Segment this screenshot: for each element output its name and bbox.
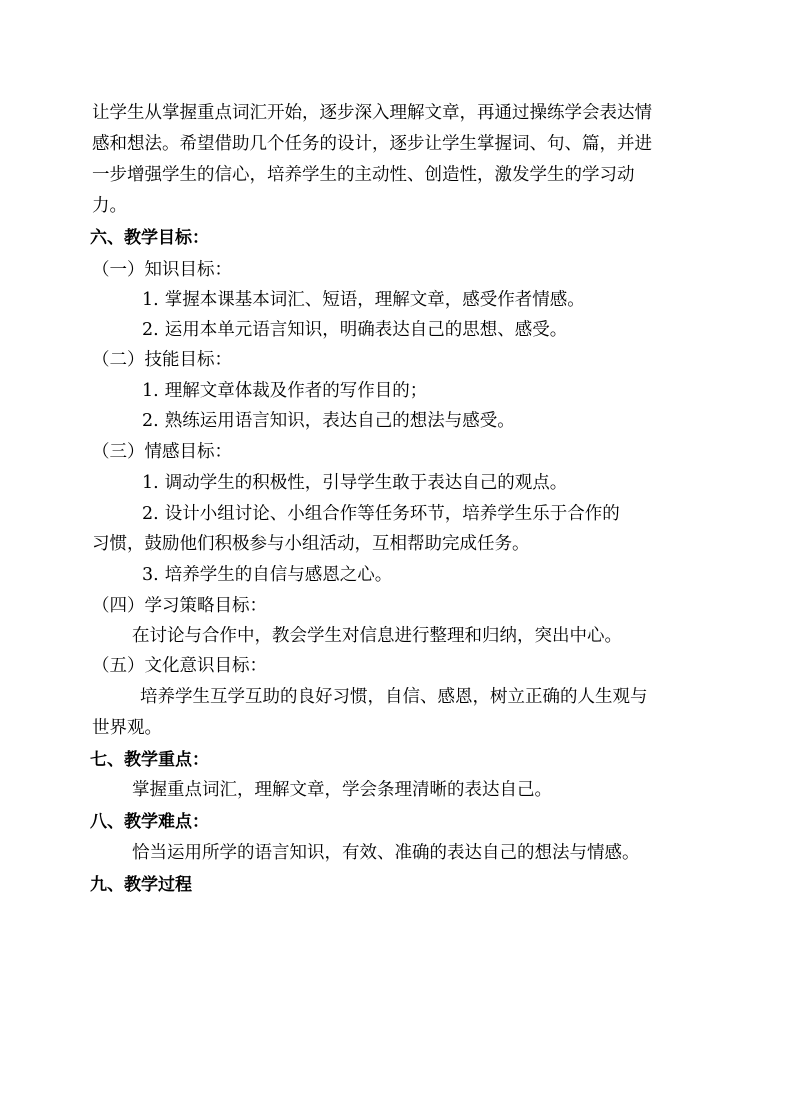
item-text: 设计小组讨论、小组合作等任务环节，培养学生乐于合作的 [164, 504, 620, 524]
item-number: 3. [142, 565, 159, 585]
item-number: 2. [142, 320, 159, 340]
item-text: 运用本单元语言知识，明确表达自己的思想、感受。 [164, 320, 568, 340]
item-number: 2. [142, 504, 159, 524]
intro-line-2: 感和想法。希望借助几个任务的设计，逐步让学生掌握词、句、篇，并进 [92, 134, 652, 154]
item-text: 理解文章体裁及作者的写作目的； [164, 381, 428, 401]
item-text: 掌握本课基本词汇、短语，理解文章，感受作者情感。 [164, 290, 585, 310]
item-number: 1. [142, 290, 159, 310]
skill-goal-item-2 [142, 406, 790, 436]
section-7-text: 掌握重点词汇，理解文章，学会条理清晰的表达自己。 [132, 780, 552, 800]
intro-line-3: 一步增强学生的信心，培养学生的主动性、创造性，激发学生的学习动 [92, 165, 635, 185]
skill-goal-title: （二）技能目标： [92, 350, 232, 370]
intro-line-4: 力。 [92, 196, 127, 216]
strategy-goal-text: 在讨论与合作中，教会学生对信息进行整理和归纳，突出中心。 [132, 626, 622, 646]
emotion-goal-item-2-continued: 习惯，鼓励他们积极参与小组活动，互相帮助完成任务。 [92, 534, 530, 554]
item-text: 培养学生的自信与感恩之心。 [164, 565, 393, 585]
item-number: 1. [142, 473, 159, 493]
section-8-text: 恰当运用所学的语言知识，有效、准确的表达自己的想法与情感。 [132, 843, 640, 863]
strategy-goal-title: （四）学习策略目标： [92, 596, 267, 616]
section-8-heading: 八、教学难点： [90, 812, 209, 832]
skill-goal-item-1 [142, 376, 790, 406]
knowledge-goal-item-2 [142, 315, 790, 345]
knowledge-goal-title: （一）知识目标： [92, 260, 232, 280]
emotion-goal-item-2 [142, 499, 790, 529]
item-number: 2. [142, 411, 159, 431]
culture-goal-line-2: 世界观。 [92, 718, 162, 738]
culture-goal-title: （五）文化意识目标： [92, 656, 267, 676]
emotion-goal-item-1 [142, 468, 790, 498]
intro-line-1: 让学生从掌握重点词汇开始，逐步深入理解文章，再通过操练学会表达情 [92, 103, 652, 123]
section-7-heading: 七、教学重点： [90, 750, 209, 770]
section-6-heading: 六、教学目标： [90, 228, 209, 248]
section-9-heading: 九、教学过程 [90, 875, 192, 895]
item-text: 熟练运用语言知识，表达自己的想法与感受。 [164, 411, 515, 431]
emotion-goal-item-3 [142, 560, 790, 590]
emotion-goal-title: （三）情感目标： [92, 442, 232, 462]
culture-goal-line-1: 培养学生互学互助的良好习惯，自信、感恩，树立正确的人生观与 [140, 687, 648, 707]
knowledge-goal-item-1 [142, 285, 790, 315]
item-number: 1. [142, 381, 159, 401]
item-text: 调动学生的积极性，引导学生敢于表达自己的观点。 [164, 473, 568, 493]
